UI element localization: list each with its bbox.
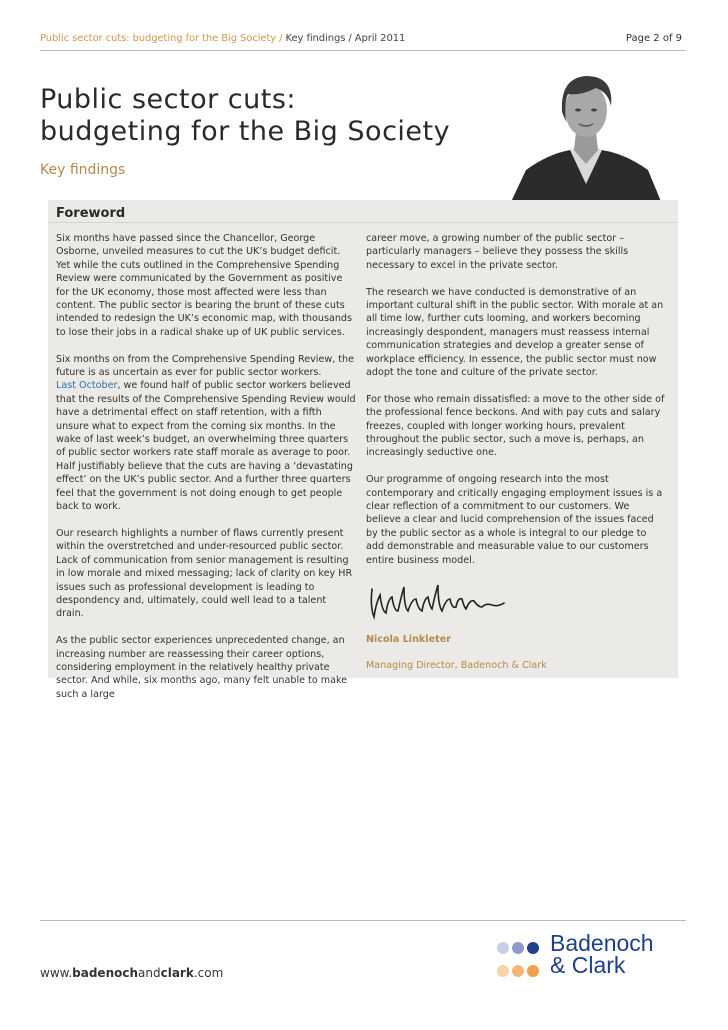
paragraph-intro: Six months on from the Comprehensive Spending Review, the future is as uncertain as ever for public sector workers.: [56, 353, 355, 379]
paragraph: The research we have conducted is demonstrative of an important cultural shift in the public sector. With morale at an all time low, further cuts looming, and workers becoming increasingly despondent, managers must reassess internal communication strategies and develop a greater sense of workplace efficiency. In essence, the public sector must now adopt the tone and culture of the private sector.: [366, 286, 664, 379]
paragraph: [56, 353, 356, 514]
paragraph: career move, a growing number of the public sector – particularly managers – believe they possess the skills necessary to excel in the private sector.: [366, 233, 629, 271]
footer-divider: [40, 920, 686, 921]
page-number: Page 2 of 9: [625, 33, 682, 44]
signatory-name: Nicola Linkleter: [366, 633, 451, 645]
paragraph-continuation: , we found half of public sector workers believed that the results of the Comprehensive Spending Review would have a detrimental effect on staff retention, with a fifth unsure what to expect from the coming six months. In the wake of last week’s budget, an overwhelming three quarters of public sector workers rate staff morale as average to poor. Half justifiably believe that the cuts are having a ‘devastating effect’ on the UK’s public sector. And a further three quarters feel that the government is not doing enough to get people back to work.: [56, 380, 356, 513]
logo-line-1: Badenoch: [550, 930, 654, 956]
url-part-clark: clark: [160, 966, 194, 980]
foreword-panel: [48, 200, 678, 700]
paragraph: Our programme of ongoing research into the most contemporary and critically engaging employment issues is a clear reflection of a commitment to our customers. We believe a clear and lucid comprehension of the issues faced by the public sector as a whole is integral to our pledge to add demonstrable and measurable value to our customers entire business model.: [366, 474, 663, 566]
badenoch-clark-logo: [496, 930, 696, 984]
url-suffix: .com: [193, 966, 224, 980]
logo-line-2: & Clark: [550, 952, 626, 978]
logo-dots-icon: [496, 938, 540, 982]
foreword-left-column: [56, 232, 356, 715]
breadcrumb: [40, 33, 405, 44]
url-prefix: www.: [40, 966, 73, 980]
running-header: [40, 28, 686, 51]
page-subtitle: Key findings: [40, 162, 126, 178]
page-title: [40, 84, 450, 148]
url-part-and: and: [138, 966, 161, 980]
signatory-role: Managing Director, Badenoch & Clark: [366, 660, 547, 672]
logo-wordmark: [550, 932, 654, 976]
author-portrait: [508, 66, 664, 204]
last-october-link[interactable]: Last October: [56, 380, 118, 392]
paragraph: For those who remain dissatisfied: a move to the other side of the professional fence beckons. And with pay cuts and salary freezes, coupled with longer working hours, prevalent throughout the public sector, such a move is, perhaps, an increasingly seductive one.: [366, 393, 665, 459]
paragraph: As the public sector experiences unprecedented change, an increasing number are reassessing their career options, considering employment in the relatively healthy private sector. And while, six months ago, many felt unable to make such a large: [56, 635, 348, 700]
title-line-2: budgeting for the Big Society: [40, 116, 451, 147]
breadcrumb-section: Key findings / April 2011: [285, 33, 406, 44]
handwritten-signature: [366, 581, 526, 621]
paragraph: Our research highlights a number of flaws currently present within the overstretched and under-resourced public sector. Lack of communication from senior management is resulting in low morale and mixed messaging; lack of clarity on key HR issues such as professional development is leading to despondency and, ultimately, could well lead to a talent drain.: [56, 527, 353, 620]
title-line-1: Public sector cuts:: [40, 84, 297, 115]
website-link[interactable]: [40, 966, 223, 980]
foreword-header: [48, 200, 678, 223]
paragraph: Six months have passed since the Chancellor, George Osborne, unveiled measures to cut the UK’s budget deficit. Yet while the cuts outlined in the Comprehensive Spending Review were communicated by the Government as positive for the UK economy, those most affected were less than content. The public sector is bearing the brunt of these cuts intended to redesign the UK’s economic map, with thousands to lose their jobs in a radical shake up of UK public services.: [56, 233, 353, 338]
foreword-right-column: [366, 232, 666, 686]
url-part-badenoch: badenoch: [72, 966, 139, 980]
foreword-heading: Foreword: [56, 206, 126, 221]
breadcrumb-report-title: Public sector cuts: budgeting for the Big Society /: [40, 33, 283, 44]
